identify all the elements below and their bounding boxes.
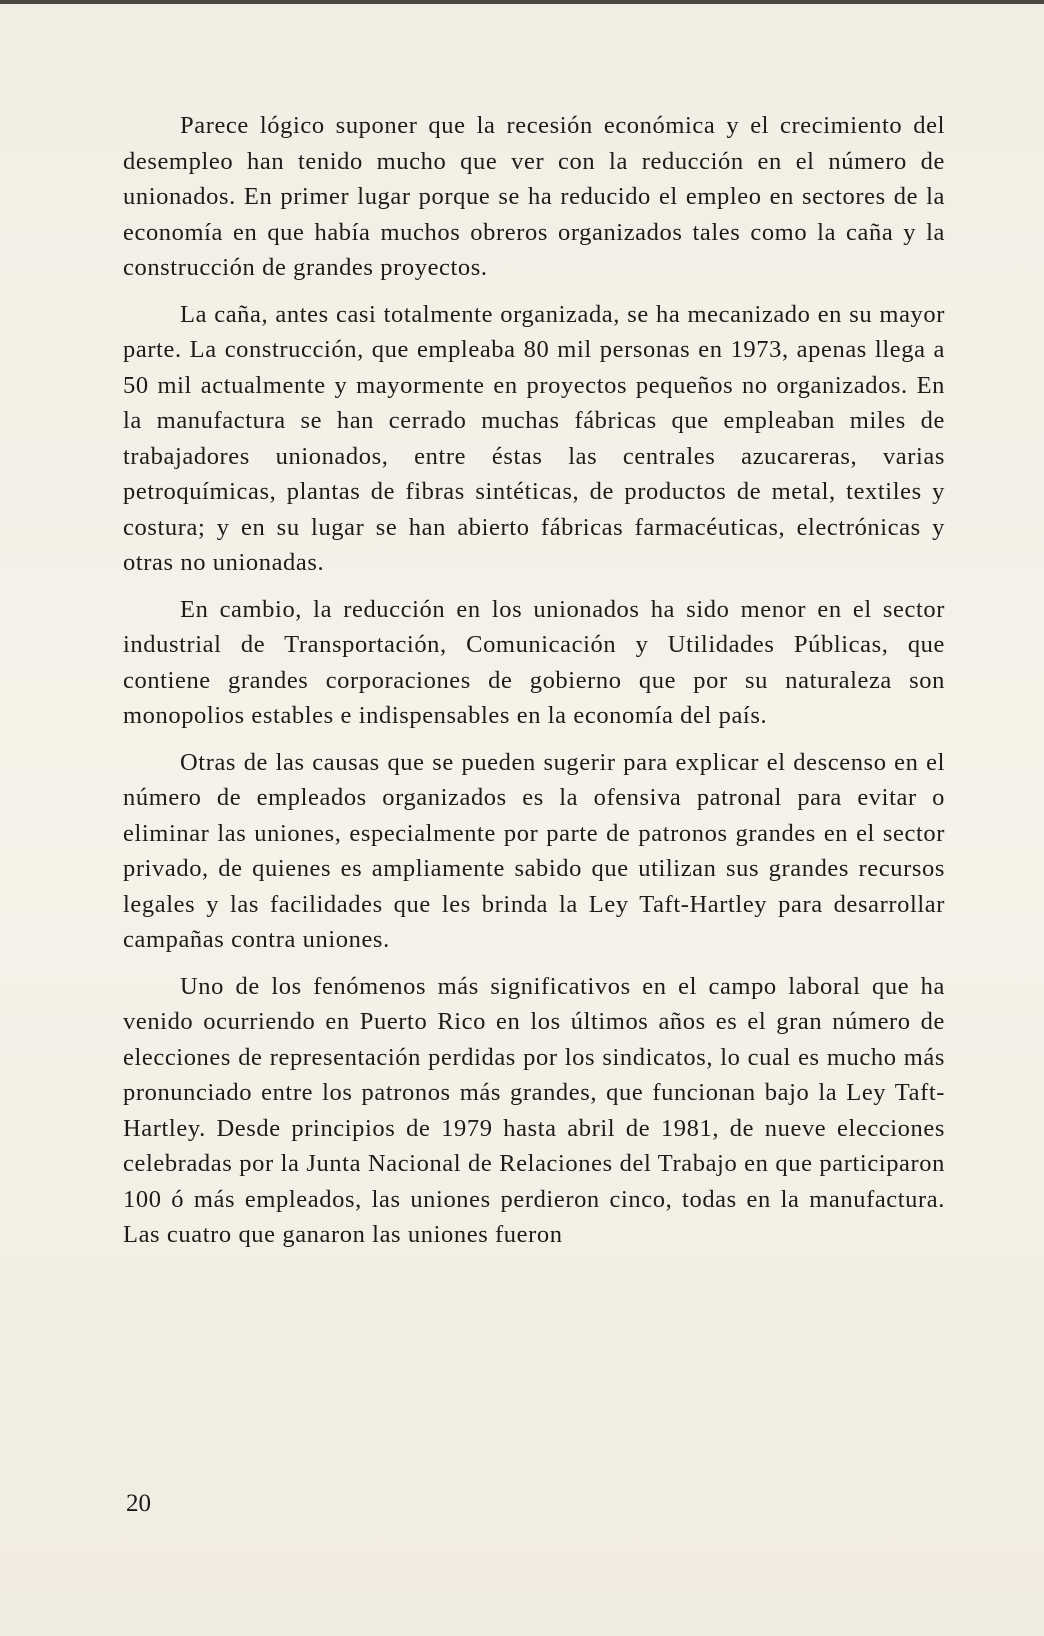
body-text bbox=[123, 108, 945, 1264]
paragraph-1: Parece lógico suponer que la recesión económica y el crecimiento del desempleo han tenido mucho que ver con la reducción en el número de unionados. En primer lugar porque se ha reducido el empleo en sectores de la economía en que había muchos obreros organizados tales como la caña y la construcción de grandes proyectos. bbox=[123, 112, 945, 281]
paragraph-2: La caña, antes casi totalmente organizada, se ha mecanizado en su mayor parte. La construcción, que empleaba 80 mil personas en 1973, apenas llega a 50 mil actualmente y mayormente en proyectos pequeños no organizados. En la manufactura se han cerrado muchas fábricas que empleaban miles de trabajadores unionados, entre éstas las centrales azucareras, varias petroquímicas, plantas de fibras sintéticas, de productos de metal, textiles y costura; y en su lugar se han abierto fábricas farmacéuticas, electrónicas y otras no unionadas. bbox=[123, 300, 945, 576]
page-top-edge bbox=[0, 0, 1044, 4]
paragraph-4: Otras de las causas que se pueden sugerir para explicar el descenso en el número de empleados organizados es la ofensiva patronal para evitar o eliminar las uniones, especialmente por parte de patronos grandes en el sector privado, de quienes es ampliamente sabido que utilizan sus grandes recursos legales y las facilidades que les brinda la Ley Taft-Hartley para desarrollar campañas contra uniones. bbox=[123, 748, 945, 953]
paragraph-5: Uno de los fenómenos más significativos en el campo laboral que ha venido ocurriendo en Puerto Rico en los últimos años es el gran número de elecciones de representación perdidas por los sindicatos, lo cual es mucho más pronunciado entre los patronos más grandes, que funcionan bajo la Ley Taft-Hartley. Desde principios de 1979 hasta abril de 1981, de nueve elecciones celebradas por la Junta Nacional de Relaciones del Trabajo en que participaron 100 ó más empleados, las uniones perdieron cinco, todas en la manufactura. Las cuatro que ganaron las uniones fueron bbox=[123, 972, 945, 1248]
paragraph-3: En cambio, la reducción en los unionados ha sido menor en el sector industrial de Transportación, Comunicación y Utilidades Públicas, que contiene grandes corporaciones de gobierno que por su naturaleza son monopolios estables e indispensables en la economía del país. bbox=[123, 595, 945, 729]
page-number: 20 bbox=[126, 1490, 151, 1517]
